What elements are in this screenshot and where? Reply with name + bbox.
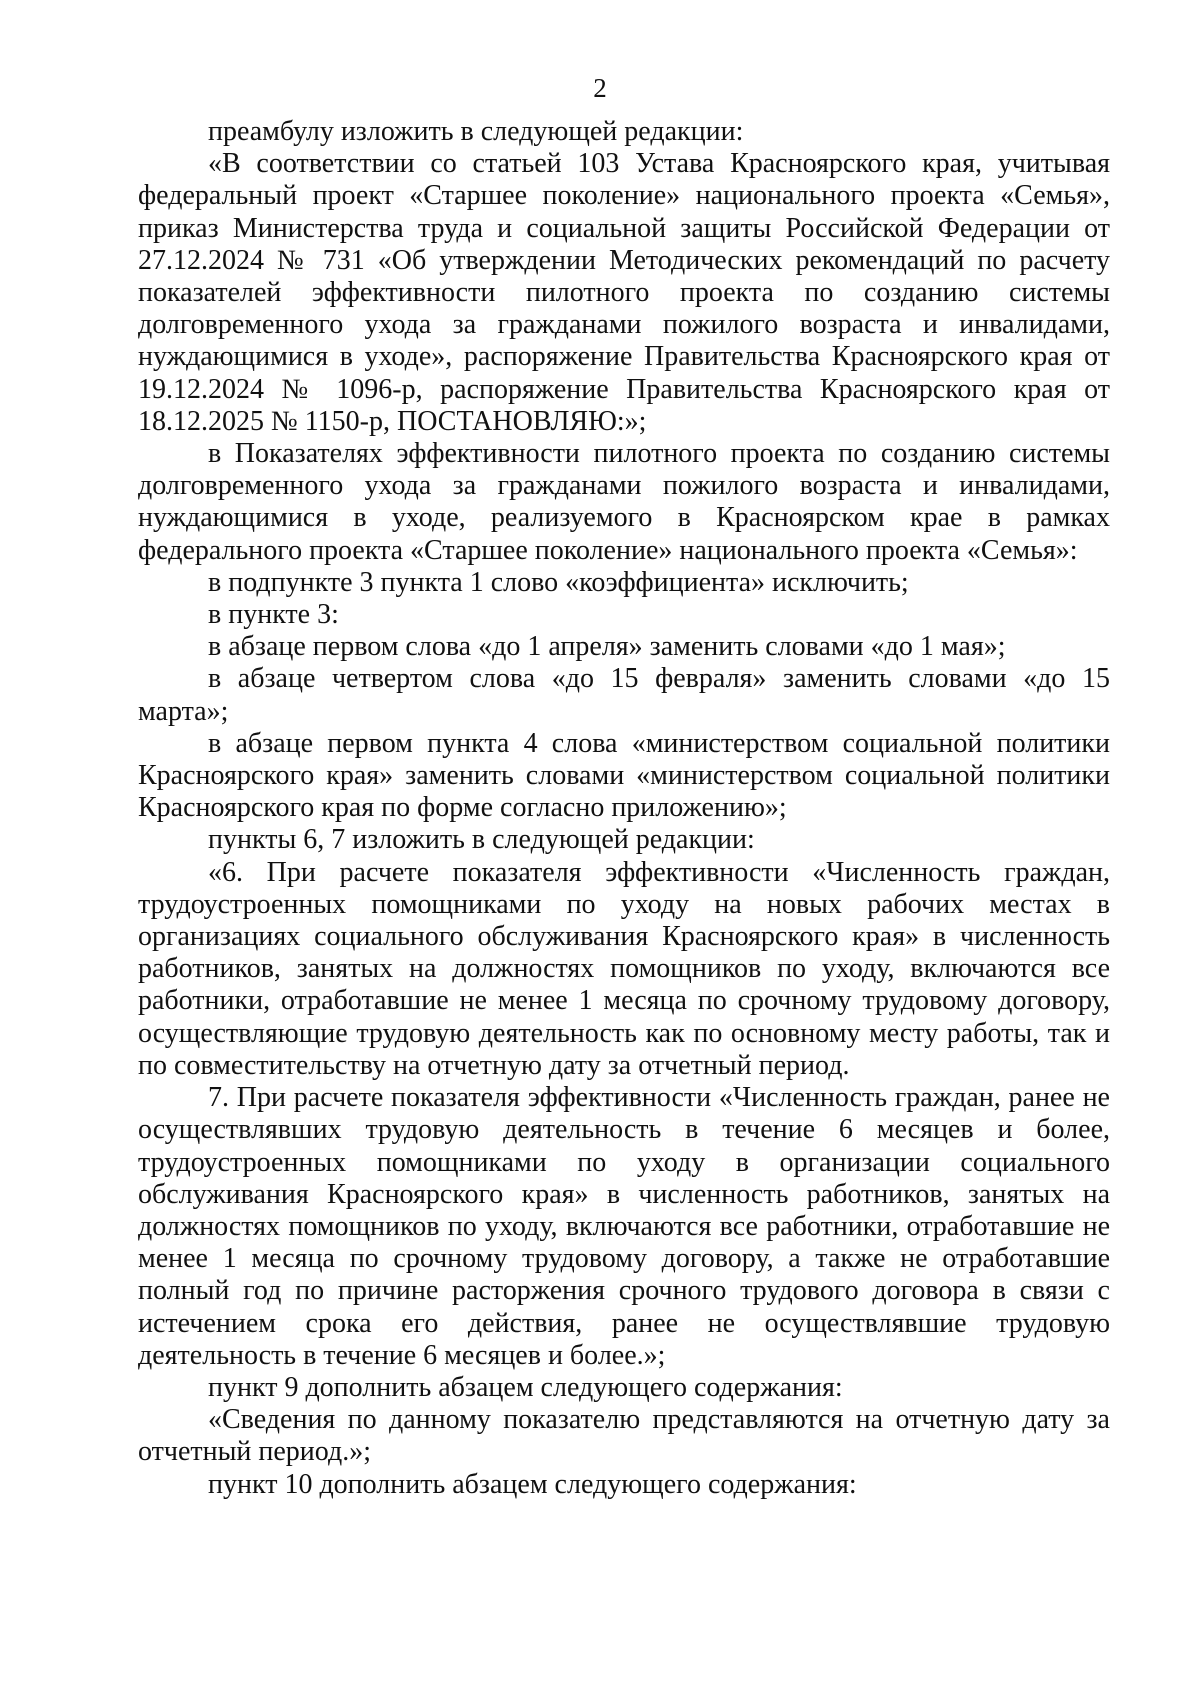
paragraph-preamble-instruction: преамбулу изложить в следующей редакции: bbox=[208, 116, 744, 147]
paragraph-item-9-instruction: пункт 9 дополнить абзацем следующего содержания: bbox=[208, 1371, 843, 1403]
paragraph-indicators-intro: в Показателях эффективности пилотного проекта по созданию системы долговременного ухода за гражданами пожилого возраста и инвалидами, нуждающимися в уходе, реализуемого в Красноярском крае в рамках федерального проекта «Старшее поколение» национального проекта «Семья»: bbox=[138, 438, 1110, 566]
paragraph-item-3-first-indent: в абзаце первом слова «до 1 апреля» заменить словами «до 1 мая»; bbox=[208, 631, 1006, 663]
paragraph-subitem-3-item-1: в подпункте 3 пункта 1 слово «коэффициента» исключить; bbox=[208, 566, 909, 598]
paragraph-item-3: в пункте 3: bbox=[208, 599, 339, 631]
paragraph-items-6-7-instruction: пункты 6, 7 изложить в следующей редакции: bbox=[208, 824, 755, 856]
paragraph-item-3-fourth-indent: в абзаце четвертом слова «до 15 февраля» заменить словами «до 15 марта»; bbox=[138, 663, 1110, 727]
paragraph-item-6-text: «6. При расчете показателя эффективности «Численность граждан, трудоустроенных помощниками по уходу на новых рабочих местах в организациях социального обслуживания Красноярского края» в численность работников, занятых на должностях помощников по уходу, включаются все работники, отработавшие не менее 1 месяца по срочному трудовому договору, осуществляющие трудовую деятельность как по основному месту работы, так и по совместительству на отчетную дату за отчетный период. bbox=[138, 856, 1110, 1081]
paragraph-item-10-instruction: пункт 10 дополнить абзацем следующего содержания: bbox=[208, 1468, 857, 1500]
page-number: 2 bbox=[593, 73, 607, 103]
paragraph-preamble-text: «В соответствии со статьей 103 Устава Красноярского края, учитывая федеральный проект «Старшее поколение» национального проекта «Семья», приказ Министерства труда и социальной защиты Российской Федерации от 27.12.2024 № 731 «Об утверждении Методических рекомендаций по расчету показателей эффективности пилотного проекта по созданию системы долговременного ухода за гражданами пожилого возраста и инвалидами, нуждающимися в уходе», распоряжение Правительства Красноярского края от 19.12.2024 № 1096-р, распоряжение Правительства Красноярского края от 18.12.2025 № 1150-р, ПОСТАНОВЛЯЮ:»; bbox=[138, 148, 1110, 437]
paragraph-item-9-text: «Сведения по данному показателю представляются на отчетную дату за отчетный период.»; bbox=[138, 1404, 1110, 1468]
paragraph-item-7-text: 7. При расчете показателя эффективности «Численность граждан, ранее не осуществлявших трудовую деятельность в течение 6 месяцев и более, трудоустроенных помощниками по уходу в организации социального обслуживания Красноярского края» в численность работников, занятых на должностях помощников по уходу, включаются все работники, отработавшие не менее 1 месяца по срочному трудовому договору, а также не отработавшие полный год по причине расторжения срочного трудового договора в связи с истечением срока его действия, ранее не осуществлявшие трудовую деятельность в течение 6 месяцев и более.»; bbox=[138, 1082, 1110, 1371]
document-body bbox=[138, 116, 1110, 1501]
paragraph-item-4: в абзаце первом пункта 4 слова «министерством социальной политики Красноярского края» заменить словами «министерством социальной политики Красноярского края по форме согласно приложению»; bbox=[138, 727, 1110, 824]
